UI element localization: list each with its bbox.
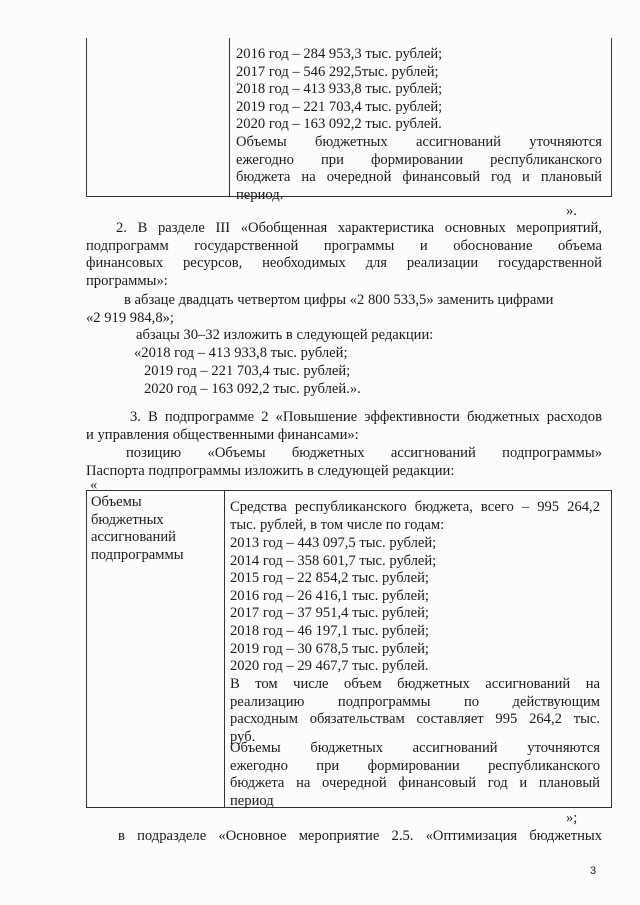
year-line: 2017 год – 546 292,5тыс. рублей; — [236, 63, 439, 80]
year-line: 2016 год – 26 416,1 тыс. рублей; — [230, 587, 429, 604]
table2-obligations — [230, 676, 600, 746]
note-line: бюджета на очередной финансовый год и плановый — [230, 775, 600, 792]
year-line: 2018 год – 413 933,8 тыс. рублей; — [236, 81, 443, 98]
year-line: 2015 год – 22 854,2 тыс. рублей; — [230, 570, 429, 587]
note-line: период — [230, 792, 274, 809]
page-number: 3 — [590, 865, 597, 877]
obligation-line: расходным обязательствам составляет 995 264,2 тыс. — [230, 711, 600, 728]
item2-line: 2. В разделе III «Обобщенная характеристика основных мероприятий, — [116, 220, 602, 236]
abzac30-intro: абзацы 30–32 изложить в следующей редакции: — [136, 327, 434, 343]
item2-line: программы»: — [86, 272, 168, 289]
position-paragraph — [86, 445, 602, 480]
year-line: 2019 год – 221 703,4 тыс. рублей; — [144, 363, 351, 379]
item2-line: финансовых ресурсов, необходимых для реализации государственной — [86, 255, 602, 272]
obligation-line: реализацию подпрограммы по действующим — [230, 693, 600, 710]
final-paragraph-line: в подразделе «Основное мероприятие 2.5. «Оптимизация бюджетных — [118, 828, 602, 844]
year-line: 2020 год – 163 092,2 тыс. рублей. — [236, 116, 442, 133]
table1-year-list — [236, 46, 442, 134]
table2-label-cell — [91, 494, 184, 564]
position-line: позицию «Объемы бюджетных ассигнований подпрограммы» — [126, 445, 602, 461]
year-line: 2017 год – 37 951,4 тыс. рублей; — [230, 605, 429, 622]
table2-note — [230, 740, 600, 810]
year-line: 2016 год – 284 953,3 тыс. рублей; — [236, 46, 443, 62]
abzac24-line: «2 919 984,8»; — [86, 309, 174, 326]
year-line: 2014 год – 358 601,7 тыс. рублей; — [230, 552, 437, 569]
table2-year-list — [230, 535, 436, 676]
label-line: Объемы — [91, 494, 142, 510]
label-line: бюджетных — [91, 511, 164, 528]
note-line: Объемы бюджетных ассигнований уточняются — [230, 740, 600, 756]
intro-line: Средства республиканского бюджета, всего – 995 264,2 — [230, 499, 600, 515]
year-line: «2018 год – 413 933,8 тыс. рублей; — [134, 345, 348, 361]
abzac24-paragraph — [86, 292, 602, 327]
year-line: 2020 год – 29 467,7 тыс. рублей. — [230, 658, 429, 675]
table1-note — [236, 134, 602, 204]
closing-quote: »; — [566, 810, 578, 826]
abzac24-line: в абзаце двадцать четвертом цифры «2 800 533,5» заменить цифрами — [124, 292, 554, 308]
obligation-line: руб. — [230, 728, 256, 745]
note-line: Объемы бюджетных ассигнований уточняются — [236, 134, 602, 150]
item3-line: 3. В подпрограмме 2 «Повышение эффективности бюджетных расходов — [130, 409, 602, 425]
label-line: ассигнований — [91, 529, 176, 546]
table2-intro — [230, 499, 600, 534]
note-line: ежегодно при формировании республиканского — [236, 151, 602, 168]
year-line: 2019 год – 30 678,5 тыс. рублей; — [230, 640, 429, 657]
year-line: 2013 год – 443 097,5 тыс. рублей; — [230, 535, 437, 551]
year-line: 2019 год – 221 703,4 тыс. рублей; — [236, 98, 443, 115]
item2-line: подпрограмм государственной программы и обоснование объема — [86, 237, 602, 254]
note-line: период. — [236, 186, 284, 203]
label-line: подпрограммы — [91, 546, 184, 563]
note-line: ежегодно при формировании республиканского — [230, 757, 600, 774]
closing-quote: ». — [566, 203, 577, 219]
intro-line: тыс. рублей, в том числе по годам: — [230, 516, 445, 533]
position-line: Паспорта подпрограммы изложить в следующей редакции: — [86, 462, 455, 479]
obligation-line: В том числе объем бюджетных ассигнований на — [230, 676, 600, 692]
year-line: 2020 год – 163 092,2 тыс. рублей.». — [144, 381, 361, 397]
item3-paragraph — [86, 409, 602, 444]
opening-quote: « — [90, 477, 98, 493]
item2-paragraph — [86, 220, 602, 290]
item3-line: и управления общественными финансами»: — [86, 426, 359, 443]
year-line: 2018 год – 46 197,1 тыс. рублей; — [230, 622, 429, 639]
note-line: бюджета на очередной финансовый год и плановый — [236, 169, 602, 186]
